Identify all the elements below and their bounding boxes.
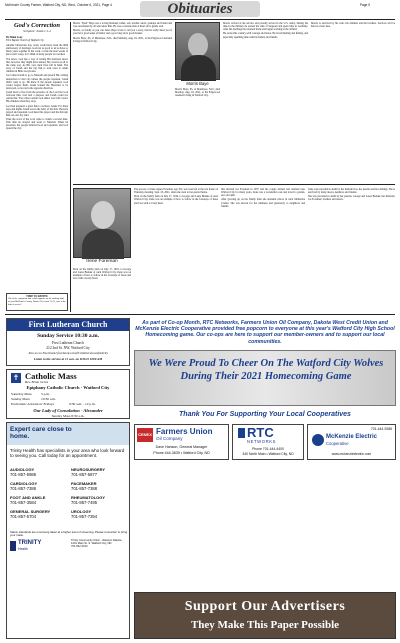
renew-body: Check the expiration date which appears on the mailing label of your McKenzie County Farmer. If it reads 11-21, now is the time to renew! — [8, 298, 66, 306]
scripture-ref: Scripture: Jonah 1:1-4 — [23, 29, 51, 33]
devotional-title: God's Correction — [13, 22, 61, 29]
department-phone[interactable]: 701-857-7495 — [71, 500, 98, 505]
obit-irene-under-photo — [73, 268, 131, 312]
rtc-phone[interactable]: Phone 701-444-4400 — [252, 447, 284, 451]
farmers-phone[interactable]: Phone 444-3639 • Watford City, ND — [153, 451, 210, 455]
masthead — [0, 0, 400, 18]
trinity-ad — [6, 422, 130, 639]
obit-morris-under-photo — [175, 88, 220, 182]
farmers-sub: Oil Company — [156, 436, 183, 441]
masthead-info: McKenzie County Farmer, Watford City, ND, Wed., October 6, 2021, Page 4 — [5, 3, 112, 7]
devotional-column — [6, 22, 68, 312]
portrait-head — [91, 201, 115, 229]
mckenzie-logo-icon — [312, 434, 324, 446]
sub-mass-time: Sunday Mass 8:30 a.m. — [51, 414, 85, 418]
devotional-paragraph: God had prepared a great fish to swallow Jonah. For three days and nights Jonah was in the belly of the fish. There he prayed and repented. God heard his prayer and the fish spit him out onto dry land. — [6, 104, 68, 117]
irene-photo — [73, 188, 131, 258]
obit-paragraph: After growing up on the family farm she attended school in rural McKenzie County. She was known for her kindness and generosity to neighbors and friends. — [221, 198, 305, 208]
parish-name: Epiphany Catholic Church - Watford City — [26, 385, 110, 390]
portrait-body — [82, 229, 124, 259]
homecoming-banner — [134, 350, 396, 406]
radio-info: Listen to the service at 11 a.m. on KTGO 1090 AM — [33, 357, 103, 361]
obit-irene-col2 — [221, 188, 305, 312]
page-number: Page 5 — [359, 3, 370, 7]
trinity-note: Safety standards are now being taken at a higher level of screening. Please remember to bring your mask. — [10, 530, 128, 538]
mass-time: 9:30 a.m. - 12 p.m. — [69, 402, 96, 406]
obit-paragraph: Morris Baye, 65, of Mandaree, N.D., died Monday, Aug. 16, 2021, at his Edgewood Assisted Living in Watford City. — [73, 36, 172, 43]
department-item — [10, 509, 67, 519]
obit-paragraph: Morris is survived by his wife, his children and his brothers. Services will be held at a later date. — [311, 22, 395, 29]
farmers-name: Farmers Union — [156, 427, 213, 436]
thanks-line: Thank You For Supporting Your Local Cooperatives — [179, 411, 351, 418]
church-address: 212 2nd St. NW, Watford City — [46, 346, 90, 350]
mass-time: 5 p.m. — [41, 392, 50, 396]
devotional-paragraph: You know, God has a way of letting His believers know that, however they might have sinned, He corrects us all to the same way. As His own, their lives fall in hand. The story of Jonah and the big fish is read even to small children in Bible storybooks. — [6, 57, 68, 74]
obit-paragraph: Morris Baye, 65, of Mandaree, N.D., died Monday, Aug. 16, 2021, at his Edgewood Assisted Living in Watford City. — [175, 88, 220, 98]
obit-paragraph: The process of Irene Agnes Foreman, age 102, was reserved at the rest home on Thursday morning, Sept. 23, 2021, when she went to her eternal home. — [134, 188, 218, 195]
trinity-contact: Trinity Community Clinic - Western Dakota 1201 Main St. S. Watford City, ND 701.842.3310 — [71, 539, 122, 549]
lutheran-ad — [6, 318, 130, 366]
rtc-logo-icon — [238, 428, 245, 438]
obit-irene-col1 — [134, 188, 218, 312]
mckenzie-phone[interactable]: 701-444-9288 — [370, 427, 392, 431]
obit-paragraph: Morris "Spud" Baye was a loving husband, father, son, brother, uncle, grandpa and friend and was surrounded by all who knew him. He was a resolute man at heart and a gentle soul. — [73, 22, 172, 29]
sub-parish: Our Lady of Consolation - Alexander — [33, 408, 103, 413]
morris-photo — [175, 22, 220, 80]
irene-caption: Irene Foreman — [86, 259, 118, 264]
obit-paragraph: Morris arrived at the service and proudly served in the U.S. Army. During his time in the military he earned the rank of Sergeant and spent time in Germany. After his discharge he returned home and began working in the oilfield. — [223, 22, 308, 32]
department-list — [10, 467, 128, 519]
trinity-logo-sub: Health — [18, 547, 28, 551]
cross-icon: ✝ — [12, 373, 20, 382]
department-phone[interactable]: 701-857-3584 — [10, 500, 37, 505]
devotional-paragraph: God called Jonah to go to Nineveh and preach His coming destruction to that city unless the people repented. Jonah didn't want to go. He knew if the people repented, God would forgive them. Jonah wanted the Ninevites to be destroyed, so he ran in the opposite direction. — [6, 74, 68, 90]
advertisers-banner — [134, 592, 396, 639]
devotional-body — [6, 44, 68, 130]
section-title: Obituaries — [140, 1, 260, 17]
mass-label: Sunday Mass — [11, 397, 30, 401]
department-item — [71, 467, 128, 477]
devotional-paragraph: Jonah tried to flee from the presence of the Lord but God followed him. God had a purpose and Jonah could not outrun that. You cannot outrun God either. God will correct His children when they stray. — [6, 91, 68, 104]
department-phone[interactable]: 701-857-7394 — [71, 514, 98, 519]
obit-paragraph: She married Joe Foreman in 1937 and the couple farmed and ranched near Watford City for many years. Irene was a wonderful cook and loved to garden, sew and quilt. — [221, 188, 305, 198]
church-pastor: Rev. Brian Gross — [25, 380, 49, 384]
department-name: PACEMAKER — [71, 481, 97, 486]
department-name: FOOT AND ANKLE — [10, 495, 46, 500]
rtc-name: RTC — [247, 425, 274, 440]
department-name: AUDIOLOGY — [10, 467, 35, 472]
church-pastor: First Lutheran Church — [52, 341, 84, 345]
mckenzie-name: McKenzie Electric — [326, 434, 378, 440]
mckenzie-site[interactable]: www.mckenzieelectric.com — [331, 452, 372, 456]
catholic-ad — [6, 369, 130, 419]
obit-paragraph: He served his country with courage and honor. He loved hunting and fishing, and especially spending time with his family and friends. — [223, 32, 308, 39]
facebook-link[interactable]: Join us on Facebook! facebook.com/firstlutheranwatfordcity — [28, 351, 108, 355]
morris-caption: Morris Baye — [186, 81, 209, 86]
department-name: GENERAL SURGERY — [10, 509, 51, 514]
mckenzie-sub: Cooperative — [326, 441, 349, 446]
obit-paragraph: Irene was preceded in death by her husband Joe, her parents and her siblings. She is survived by many nieces, nephews and friends. — [308, 188, 395, 195]
devotional-paragraph: Another bittersweet day, today would have been the 86th anniversary of marriage. God rest us good to let us have so many years together in the work. I write the next weeks of piece and I weep, for I think of many people we touched. — [6, 44, 68, 57]
rtc-sub: NETWORKS — [247, 439, 276, 444]
farmers-contact: Dave Hanson, General Manager — [155, 445, 208, 449]
rtc-address: 340 North Main • Watford City, ND — [242, 452, 294, 456]
devotional-paragraph: Then the word of the Lord came to Jonah a second time. This time he obeyed and went to Nineveh. When he preached, the people believed God and repented, and God spared the city. — [6, 118, 68, 131]
mass-label: Saturday Mass — [11, 392, 32, 396]
obit-irene-col3 — [308, 188, 395, 312]
department-phone[interactable]: 701-857-5704 — [10, 514, 37, 519]
byline: By Helen Louy — [6, 36, 23, 39]
department-item — [10, 495, 67, 505]
obit-morris-right — [311, 22, 395, 182]
rtc-ad — [232, 424, 304, 460]
trinity-logo-icon — [10, 541, 16, 551]
service-time: Sunday Service 10:30 a.m. — [37, 333, 99, 339]
church-name: First Lutheran Church — [7, 319, 129, 331]
department-phone[interactable]: 701-857-7388 — [71, 486, 98, 491]
advertisers-line2: They Make This Paper Possible — [190, 619, 340, 631]
homecoming-text: We Were Proud To Cheer On The Watford City Wolves During Their 2021 Homecoming Game — [148, 358, 384, 382]
obit-paragraph: Born on the family farm on July 17, 1919, to George and Laura Brekke of rural Watford City, Irene was an example of how to follow in the footsteps of Jesus and love with a lovely heart. — [134, 195, 218, 205]
divider — [5, 314, 395, 315]
mass-time: 10:30 a.m. — [41, 397, 56, 401]
divider — [73, 184, 395, 185]
church-name: Catholic Mass — [25, 371, 77, 381]
cenex-logo-icon: CENEX — [137, 428, 153, 442]
divider — [5, 19, 395, 20]
department-item — [71, 495, 128, 505]
affiliation: First Baptist Church of Watford City — [6, 39, 44, 43]
trinity-logo: TRINITY — [18, 540, 42, 546]
trinity-intro: Trinity Health has specialists in your area who look forward to seeing you. Call today for an appointment. — [10, 448, 125, 458]
department-item — [71, 509, 128, 519]
portrait-body — [181, 55, 216, 81]
department-item — [10, 467, 67, 477]
mckenzie-ad — [307, 424, 396, 460]
obit-morris-middle — [223, 22, 308, 182]
coop-paragraph: As part of Co-op Month, RTC Networks, Farmers Union Oil Company, Dakota West Credit Union and McKenzie Electric Cooperative provided free popcorn to everyone at this year's Watford City High School Homecoming game. Our co-ops are here to support our member-owners and to support our local communities. — [135, 320, 395, 345]
department-name: RHEUMATOLOGY — [71, 495, 106, 500]
department-name: NEUROSURGERY — [71, 467, 106, 472]
department-phone[interactable]: 701-857-5986 — [10, 472, 37, 477]
farmers-union-ad — [134, 424, 229, 460]
portrait-head — [188, 33, 208, 57]
department-item — [71, 481, 128, 491]
obit-paragraph: Born on the family farm on July 17, 1919, to George and Laura Brekke of rural Watford City, Irene was an example of how to follow in the footsteps of Jesus and love with a lovely heart. — [73, 268, 131, 281]
obit-paragraph: She was preceded in death by her parents, George and Laura Brekke; her husband, Joe Foreman; brothers and sisters. — [308, 195, 395, 202]
trinity-banner: Expert care close to home. — [10, 426, 72, 440]
department-name: CARDIOLOGY — [10, 481, 38, 486]
column-divider — [70, 22, 71, 312]
department-item — [10, 481, 67, 491]
advertisers-line1: Support Our Advertisers — [184, 599, 346, 614]
renew-title: TIME TO RENEW — [26, 295, 48, 298]
obit-paragraph: Morris, as fondly as you can. Rest, Baye loved to tell you a story, that he really liked you if you had a good sense of humor and a good dog and a good listener. — [73, 29, 172, 36]
department-phone[interactable]: 701-857-7386 — [10, 486, 37, 491]
department-name: UROLOGY — [71, 509, 92, 514]
mass-label: Eucharistic Adoration: Fridays — [11, 402, 54, 406]
department-phone[interactable]: 701-857-5877 — [71, 472, 98, 477]
renew-box — [6, 293, 68, 311]
obit-morris-left — [73, 22, 172, 182]
